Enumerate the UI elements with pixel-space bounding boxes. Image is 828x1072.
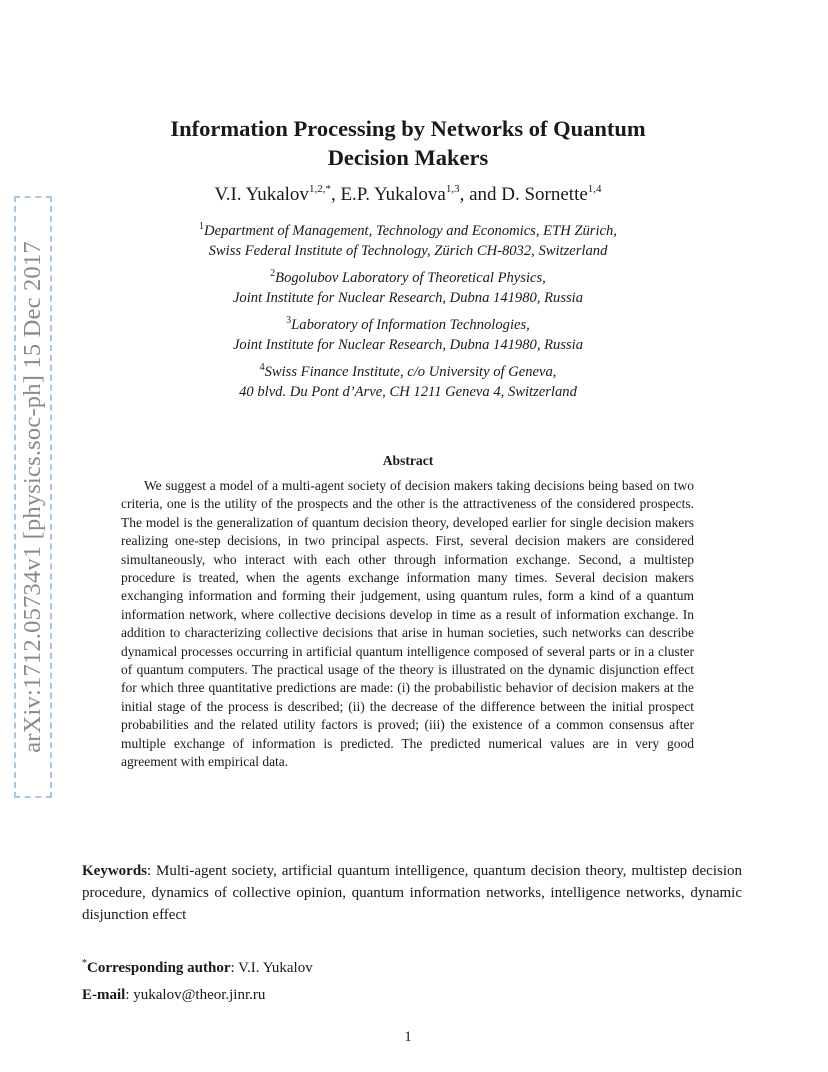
affiliation-line: Laboratory of Information Technologies, [291,317,530,333]
author-name: E.P. Yukalova [340,184,446,205]
affiliation-line: Swiss Federal Institute of Technology, Zürich CH-8032, Switzerland [208,243,608,259]
author-separator: , and [459,184,502,205]
corresp-marker: * [82,958,87,969]
affiliation-1 [100,221,716,261]
title-line-2: Decision Makers [327,145,489,170]
author-separator: , [330,184,341,205]
author-affil-sup: 1,4 [587,183,602,195]
corresp-value: : V.I. Yukalov [230,960,313,976]
affiliation-line: Joint Institute for Nuclear Research, Dubna 141980, Russia [232,290,584,306]
corresp-label: Corresponding author [87,960,231,976]
affiliation-line: Department of Management, Technology and Economics, ETH Zürich, [204,223,617,239]
author-name: V.I. Yukalov [214,184,309,205]
affiliation-sup: 3 [286,315,292,326]
affiliation-line: Bogolubov Laboratory of Theoretical Physics, [275,270,546,286]
title-line-1: Information Processing by Networks of Quantum [170,116,646,141]
affiliation-line: Joint Institute for Nuclear Research, Dubna 141980, Russia [232,337,584,353]
affiliation-2 [100,268,716,308]
author-affil-sup: 1,2,* [308,183,331,195]
email-line [82,985,265,1005]
affiliation-sup: 1 [199,221,205,232]
affiliation-line: 40 blvd. Du Pont d’Arve, CH 1211 Geneva 4, Switzerland [239,384,577,400]
affiliation-4 [100,362,716,402]
arxiv-stamp [14,196,52,798]
arxiv-stamp-text: arXiv:1712.05734v1 [physics.soc-ph] 15 Dec 2017 [19,241,47,753]
keywords-text: : Multi-agent society, artificial quantum intelligence, quantum decision theory, multistep decision procedure, dynamics of collective opinion, quantum information networks, intelligence networks, dynamic disjunction effect [82,863,742,923]
page-number: 1 [404,1029,412,1045]
corresponding-author [82,958,313,978]
affiliation-3 [100,315,716,355]
author-affil-sup: 1,3 [445,183,460,195]
keywords-label: Keywords [82,863,147,879]
affiliation-sup: 2 [270,268,276,279]
abstract-heading: Abstract [382,453,434,468]
affiliation-sup: 4 [259,362,265,373]
author-list [100,183,716,207]
author-name: D. Sornette [501,184,588,205]
email-label: E-mail [82,987,126,1003]
paper-title [100,114,716,172]
abstract-text: We suggest a model of a multi-agent society of decision makers taking decisions being based on two criteria, one is the utility of the prospects and the other is the attractiveness of the considered prospects. The model is the generalization of quantum decision theory, developed earlier for single decision makers realizing one-step decisions, in two principal aspects. First, several decision makers are considered simultaneously, who interact with each other through information exchange. Second, a multistep procedure is treated, when the agents exchange information many times. Several decision makers exchanging information and forming their judgement, using quantum rules, form a kind of a quantum information network, where collective decisions develop in time as a result of information exchange. In addition to characterizing collective decisions that arise in human societies, such networks can describe dynamical processes occurring in artificial quantum intelligence composed of several parts or in a cluster of quantum computers. The practical usage of the theory is illustrated on the dynamic disjunction effect for which three quantitative predictions are made: (i) the probabilistic behavior of decision makers at the initial stage of the process is described; (ii) the decrease of the difference between the initial prospect probabilities and the related utility factors is proved; (iii) the existence of a common consensus after multiple exchange of information is predicted. The predicted numerical values are in very good agreement with empirical data. [121,478,694,770]
email-value: : yukalov@theor.jinr.ru [125,987,266,1003]
keywords-section [82,860,742,926]
affiliation-line: Swiss Finance Institute, c/o University of Geneva, [264,364,557,380]
